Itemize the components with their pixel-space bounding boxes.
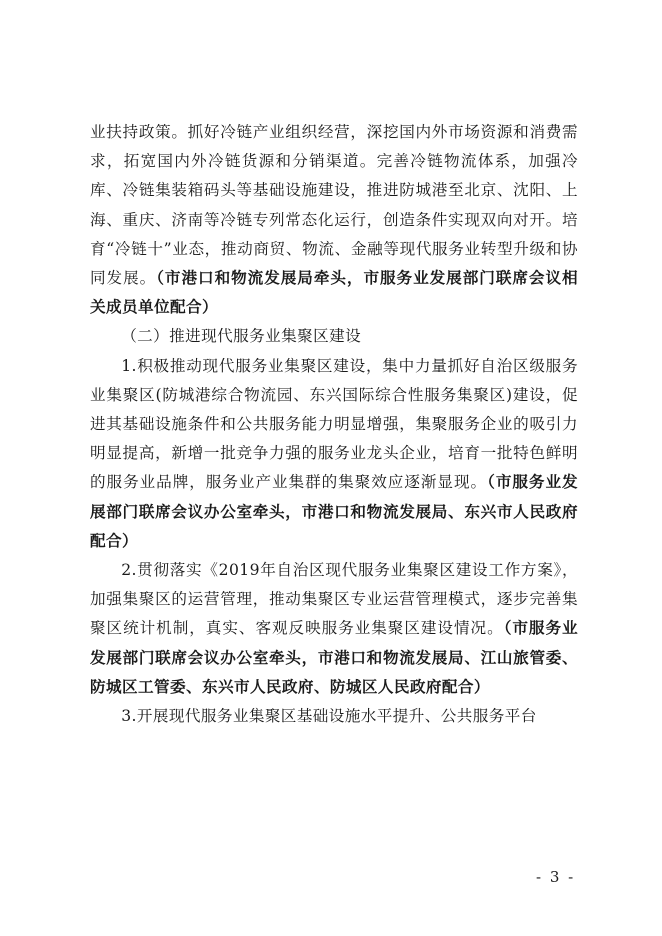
paragraph-item-1 (90, 352, 578, 556)
paragraph-item-3 (90, 702, 578, 731)
document-body (90, 118, 578, 731)
paragraph-text: 1.积极推动现代服务业集聚区建设，集中力量抓好自治区级服务业集聚区(防城港综合物流园、东兴国际综合性服务集聚区)建设，促进其基础设施条件和公共服务能力明显增强，集聚服务企业的吸引力明显提高，新增一批竞争力强的服务业龙头企业，培育一批特色鲜明的服务业品牌，服务业产业集群的集聚效应逐渐显现。 (90, 356, 578, 492)
responsible-units: （市港口和物流发展局牵头，市服务业发展部门联席会议相关成员单位配合） (90, 269, 578, 317)
section-heading (90, 322, 578, 351)
page-number: - 3 - (536, 868, 576, 886)
responsible-units: （市服务业发展部门联席会议办公室牵头，市港口和物流发展局、东兴市人民政府配合） (90, 473, 578, 550)
paragraph-text: 2.贯彻落实《2019年自治区现代服务业集聚区建设工作方案》，加强集聚区的运营管理，推动集聚区专业运营管理模式，逐步完善集聚区统计机制，真实、客观反映服务业集聚区建设情况。 (90, 561, 578, 638)
responsible-units: （市服务业发展部门联席会议办公室牵头，市港口和物流发展局、江山旅管委、防城区工管委、东兴市人民政府、防城区人民政府配合） (90, 619, 578, 696)
section-heading-text: （二）推进现代服务业集聚区建设 (121, 327, 362, 346)
paragraph-text: 业扶持政策。抓好冷链产业组织经营，深挖国内外市场资源和消费需求，拓宽国内外冷链货源和分销渠道。完善冷链物流体系，加强冷库、冷链集装箱码头等基础设施建设，推进防城港至北京、沈阳、上海、重庆、济南等冷链专列常态化运行，创造条件实现双向对开。培育“冷链十”业态，推动商贸、物流、金融等现代服务业转型升级和协同发展。 (90, 123, 578, 288)
paragraph-cold-chain (90, 118, 578, 322)
paragraph-text: 3.开展现代服务业集聚区基础设施水平提升、公共服务平台 (121, 707, 537, 726)
paragraph-item-2 (90, 556, 578, 702)
